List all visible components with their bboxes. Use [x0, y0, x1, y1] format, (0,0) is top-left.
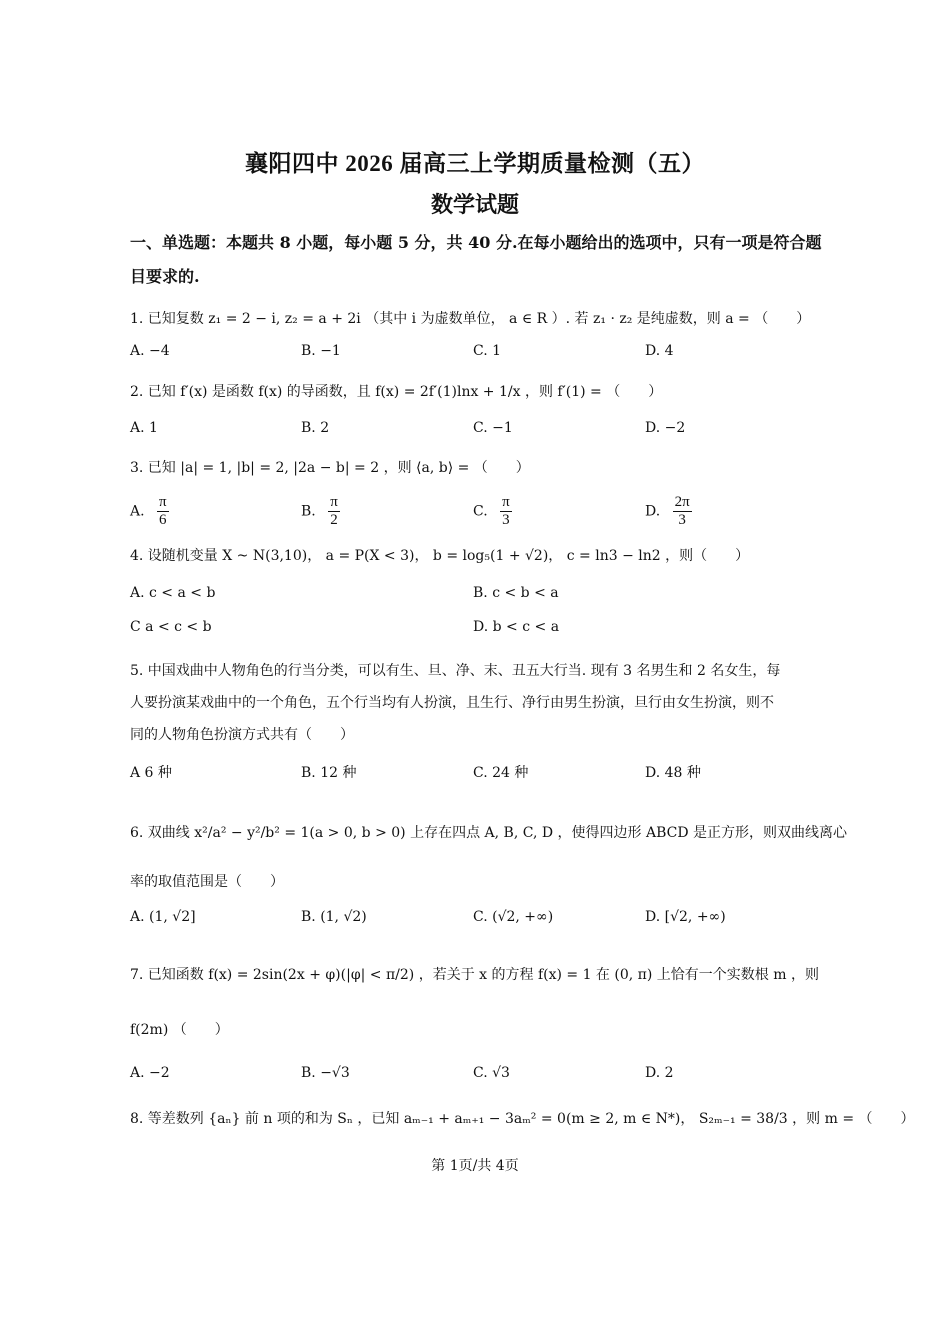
- q5-line-2: 人要扮演某戏曲中的一个角色，五个行当均有人扮演，且生行、净行由男生扮演，旦行由女生扮演，则不: [130, 695, 774, 711]
- exam-title: 襄阳四中 2026 届高三上学期质量检测（五）: [245, 151, 705, 176]
- q2-option-a: A. 1: [130, 420, 158, 436]
- q7-option-c: C. √3: [473, 1065, 510, 1081]
- q5-option-a: A 6 种: [130, 765, 172, 781]
- q5-option-c: C. 24 种: [473, 765, 529, 781]
- q3-option-a: [130, 494, 169, 529]
- question-2-stem: 2. 已知 f′(x) 是函数 f(x) 的导函数，且 f(x) = 2f′(1)lnx + 1/x ，则 f′(1) = （ ）: [130, 384, 663, 400]
- q1-option-b: B. −1: [301, 343, 341, 359]
- q3-b-numerator: π: [330, 494, 338, 510]
- q2-option-d: D. −2: [645, 420, 686, 436]
- q7-option-d: D. 2: [645, 1065, 674, 1081]
- q1-option-c: C. 1: [473, 343, 502, 359]
- question-7-stem-cont: f(2m) （ ）: [130, 1022, 229, 1038]
- q6-option-c: C. (√2, +∞): [473, 909, 554, 925]
- question-6-stem-cont: 率的取值范围是（ ）: [130, 874, 284, 890]
- q3-option-c: [473, 494, 512, 529]
- q5-line-3: 同的人物角色扮演方式共有（ ）: [130, 727, 354, 743]
- q3-d-denominator: 3: [678, 512, 686, 528]
- question-6-stem: 6. 双曲线 x²/a² − y²/b² = 1(a > 0, b > 0) 上存在四点 A, B, C, D ，使得四边形 ABCD 是正方形，则双曲线离心: [130, 825, 848, 841]
- q3-option-d: [645, 494, 692, 529]
- q3-option-b-label: B.: [301, 503, 316, 520]
- question-7-stem: 7. 已知函数 f(x) = 2sin(2x + φ)(|φ| < π/2) ，若关于 x 的方程 f(x) = 1 在 (0, π) 上恰有一个实数根 m ，则: [130, 967, 819, 983]
- q3-a-denominator: 6: [159, 512, 167, 528]
- q3-b-denominator: 2: [330, 512, 338, 528]
- question-1-stem: 1. 已知复数 z₁ = 2 − i, z₂ = a + 2i （其中 i 为虚数单位， a ∈ R ）. 若 z₁ · z₂ 是纯虚数，则 a = （ ）: [130, 311, 811, 327]
- question-3-stem: 3. 已知 |a| = 1, |b| = 2, |2a − b| = 2 ，则 ⟨a, b⟩ = （ ）: [130, 460, 530, 476]
- q5-option-b: B. 12 种: [301, 765, 357, 781]
- q3-option-a-fraction: [157, 494, 169, 529]
- q6-option-d: D. [√2, +∞): [645, 909, 726, 925]
- q3-option-b-fraction: [328, 494, 340, 529]
- question-5-stem: [130, 655, 820, 751]
- q2-option-c: C. −1: [473, 420, 513, 436]
- q1-option-a: A. −4: [130, 343, 170, 359]
- q5-option-d: D. 48 种: [645, 765, 701, 781]
- q3-option-b: [301, 494, 340, 529]
- q3-option-d-label: D.: [645, 503, 661, 520]
- q4-option-c: C a < c < b: [130, 619, 212, 635]
- q4-option-b: B. c < b < a: [473, 585, 559, 601]
- q4-option-a: A. c < a < b: [130, 585, 216, 601]
- q3-option-d-fraction: [673, 494, 692, 529]
- q3-option-c-fraction: [500, 494, 512, 529]
- q4-option-d: D. b < c < a: [473, 619, 560, 635]
- q3-d-numerator: 2π: [674, 494, 690, 510]
- q6-option-b: B. (1, √2): [301, 909, 367, 925]
- q3-c-denominator: 3: [502, 512, 510, 528]
- question-4-stem: 4. 设随机变量 X ~ N(3,10)， a = P(X < 3)， b = log₅(1 + √2)， c = ln3 − ln2 ，则（ ）: [130, 548, 750, 564]
- q3-option-c-label: C.: [473, 503, 488, 520]
- q2-option-b: B. 2: [301, 420, 330, 436]
- q3-a-numerator: π: [159, 494, 167, 510]
- q1-option-d: D. 4: [645, 343, 674, 359]
- exam-subtitle: 数学试题: [430, 192, 519, 217]
- question-8-stem: 8. 等差数列 {aₙ} 前 n 项的和为 Sₙ ，已知 aₘ₋₁ + aₘ₊₁ − 3aₘ² = 0(m ≥ 2, m ∈ N*)， S₂ₘ₋₁ = 38/3 ，则 m = （ ）: [130, 1111, 915, 1127]
- q6-option-a: A. (1, √2]: [130, 909, 196, 925]
- q7-option-a: A. −2: [130, 1065, 170, 1081]
- q3-c-numerator: π: [502, 494, 510, 510]
- section-heading: 一、单选题：本题共 8 小题，每小题 5 分，共 40 分.在每小题给出的选项中，只有一项是符合题目要求的.: [130, 233, 822, 286]
- q5-line-1: 5. 中国戏曲中人物角色的行当分类，可以有生、旦、净、末、丑五大行当. 现有 3 名男生和 2 名女生，每: [130, 663, 781, 679]
- page-footer: 第 1页/共 4页: [431, 1158, 519, 1174]
- q3-option-a-label: A.: [130, 503, 145, 520]
- q7-option-b: B. −√3: [301, 1065, 350, 1081]
